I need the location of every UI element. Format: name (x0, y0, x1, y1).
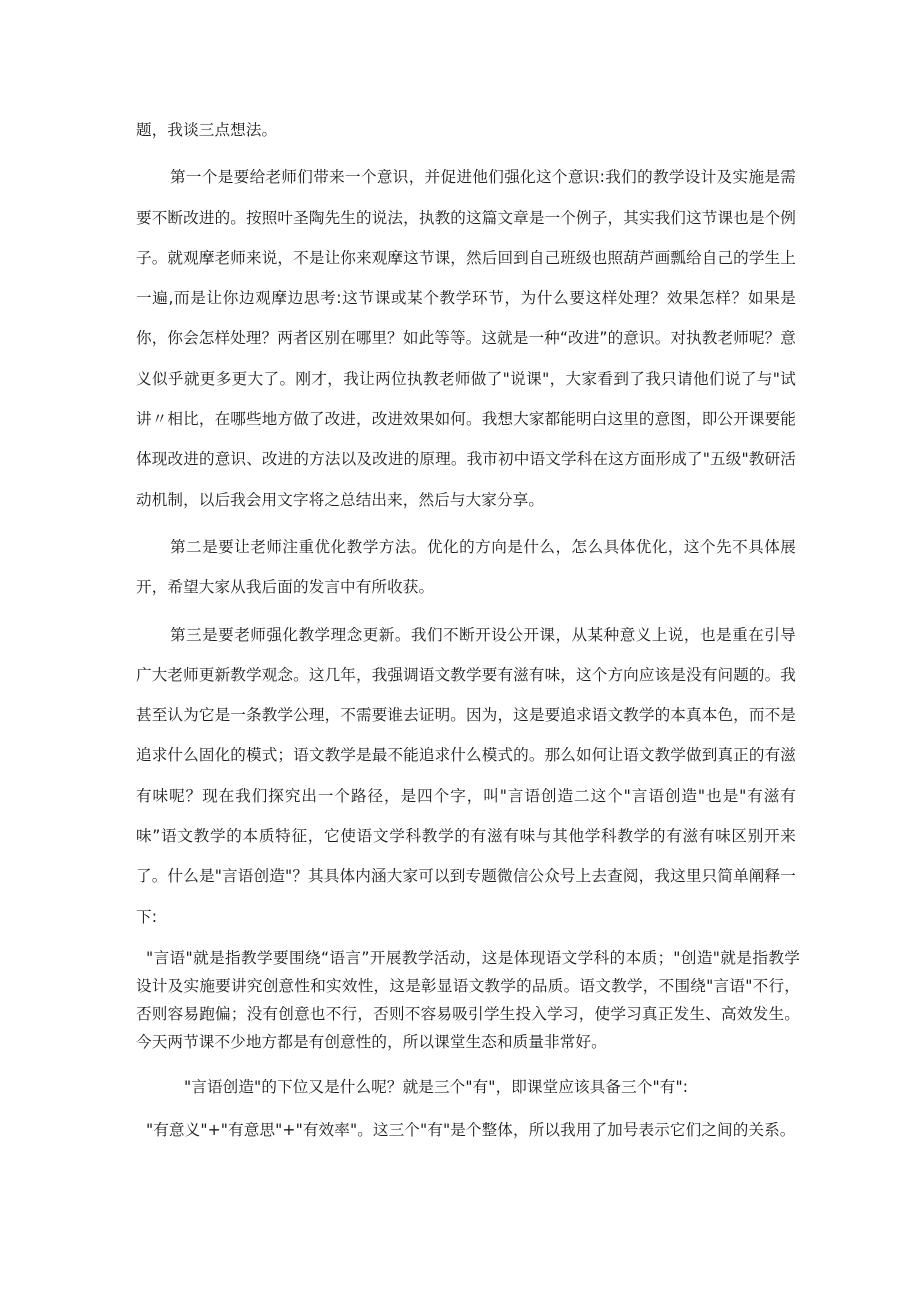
paragraph-intro-fragment: 题，我谈三点想法。 (136, 121, 278, 139)
paragraph-third-point: 第三是要老师强化教学理念更新。我们不断开设公开课，从某种意义上说，也是重在引导广大老师更新教学观念。这几年，我强调语文教学要有滋有味，这个方向应该是没有问题的。我甚至认为它是一条教学公理，不需要谁去证明。因为，这是要追求语文教学的本真本色，而不是追求什么固化的模式；语文教学是最不能追求什么模式的。那么如何让语文教学做到真正的有滋有味呢？现在我们探究出一个路径，是四个字，叫"言语创造二这个"言语创造"也是"有滋有味”语文教学的本质特征，它使语文学科教学的有滋有味与其他学科教学的有滋有味区别开来了。什么是"言语创造"？其具体内涵大家可以到专题微信公众号上去查阅，我这里只简单阐释一下: (136, 625, 796, 926)
explanation-section (136, 944, 800, 1144)
paragraph-second-point: 第二是要让老师注重优化教学方法。优化的方向是什么，怎么具体优化，这个先不具体展开，希望大家从我后面的发言中有所收获。 (136, 537, 796, 597)
paragraph-three-you-question: "言语创造"的下位又是什么呢？就是三个"有"，即课堂应该具备三个"有": (184, 1078, 689, 1096)
body-text-section (136, 110, 796, 937)
paragraph-first-point: 第一个是要给老师们带来一个意识，并促进他们强化这个意识:我们的教学设计及实施是需要不断改进的。按照叶圣陶先生的说法，执教的这篇文章是一个例子，其实我们这节课也是个例子。就观摩老师来说，不是让你来观摩这节课，然后回到自己班级也照葫芦画瓢给自己的学生上一遍,而是让你边观摩边思考:这节课或某个教学环节，为什么要这样处理？效果怎样？如果是你，你会怎样处理？两者区别在哪里？如此等等。这就是一种“改进”的意识。对执教老师呢？意义似乎就更多更大了。刚才，我让两位执教老师做了"说课"，大家看到了我只请他们说了与"试讲〃相比，在哪些地方做了改进，改进效果如何。我想大家都能明白这里的意图，即公开课要能体现改进的意识、改进的方法以及改进的原理。我市初中语文学科在这方面形成了"五级"教研活动机制，以后我会用文字将之总结出来，然后与大家分享。 (136, 168, 796, 509)
paragraph-yanyu-chuangzao-definition: "言语"就是指教学要围绕“语言”开展教学活动，这是体现语文学科的本质；"创造"就是指教学设计及实施要讲究创意性和实效性，这是彰显语文教学的品质。语文教学，不围绕"言语"不行，否则容易跑偏；没有创意也不行，否则不容易吸引学生投入学习，使学习真正发生、高效发生。今天两节课不少地方都是有创意性的，所以课堂生态和质量非常好。 (136, 949, 800, 1051)
paragraph-three-you-formula: "有意义"+"有意思"+"有效率"。这三个"有"是个整体，所以我用了加号表示它们之间的关系。 (146, 1121, 796, 1139)
